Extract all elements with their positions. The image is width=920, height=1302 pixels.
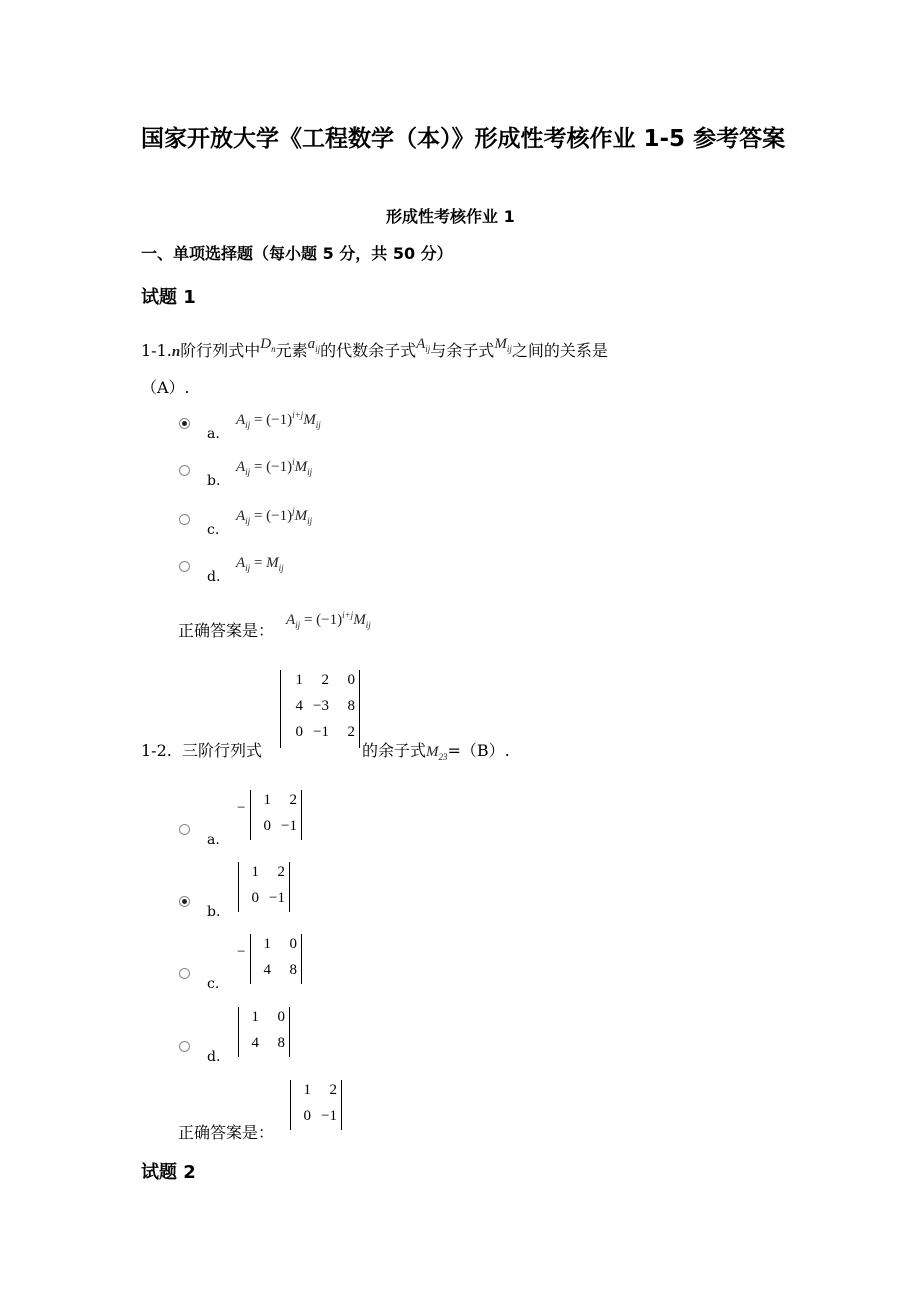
matrix-cell: 1 bbox=[251, 864, 259, 880]
q-text-segment: 的代数余子式 bbox=[320, 341, 417, 360]
matrix-cell: 8 bbox=[277, 1035, 285, 1051]
matrix-cell: 0 bbox=[251, 890, 259, 906]
matrix-cell: 0 bbox=[289, 936, 297, 952]
option-label: b. bbox=[207, 904, 221, 920]
option-radio-a[interactable] bbox=[179, 824, 190, 835]
section-heading: 一、单项选择题（每小题 5 分，共 50 分） bbox=[141, 244, 453, 263]
matrix-cell: 2 bbox=[329, 1082, 337, 1098]
option-radio-d[interactable] bbox=[179, 561, 190, 572]
option-determinant bbox=[250, 934, 302, 984]
matrix-cell: 1 bbox=[263, 936, 271, 952]
matrix-cell: 0 bbox=[277, 1009, 285, 1025]
correct-answer-determinant bbox=[290, 1080, 342, 1130]
m23-symbol: $M_{23}$ bbox=[426, 744, 448, 762]
matrix-cell: −1 bbox=[269, 890, 285, 906]
section-subtitle: 形成性考核作业 1 bbox=[386, 207, 515, 226]
option-formula: $A_{ij} = (-1)^{i+j}M_{ij}$ bbox=[236, 410, 321, 430]
option-determinant bbox=[250, 790, 302, 840]
option-label: d. bbox=[207, 569, 221, 585]
q-text-segment: 之间的关系是 bbox=[511, 341, 608, 360]
question-heading-2: 试题 2 bbox=[141, 1162, 196, 1183]
aij-cofactor-symbol: $A_{ij}$ bbox=[416, 336, 431, 354]
question-1-1-answer-letter: （A）. bbox=[141, 378, 190, 397]
q-text-segment: 阶行列式中 bbox=[180, 341, 261, 360]
option-label: d. bbox=[207, 1049, 221, 1065]
correct-answer-formula: $A_{ij} = (-1)^{i+j}M_{ij}$ bbox=[286, 610, 371, 630]
matrix-cell: 1 bbox=[295, 672, 303, 688]
option-formula: $A_{ij} = (-1)^iM_{ij}$ bbox=[236, 457, 313, 477]
matrix-cell: 4 bbox=[295, 698, 303, 714]
dn-symbol: $D_n$ bbox=[260, 336, 276, 354]
option-label: c. bbox=[207, 522, 220, 538]
option-determinant bbox=[238, 1007, 290, 1057]
matrix-cell: 8 bbox=[347, 698, 355, 714]
correct-answer-label-2: 正确答案是： bbox=[178, 1123, 275, 1142]
correct-answer-label: 正确答案是： bbox=[178, 621, 275, 640]
question-number: 1-1. bbox=[141, 341, 172, 360]
matrix-cell: 0 bbox=[263, 818, 271, 834]
option-radio-a[interactable] bbox=[179, 418, 190, 429]
matrix-cell: 0 bbox=[347, 672, 355, 688]
matrix-cell: 4 bbox=[251, 1035, 259, 1051]
question-1-2-prefix: 1-2. 三阶行列式 bbox=[141, 741, 263, 760]
matrix-cell: 2 bbox=[347, 724, 355, 740]
option-determinant bbox=[238, 862, 290, 912]
question-heading-1: 试题 1 bbox=[141, 287, 196, 308]
matrix-cell: 1 bbox=[303, 1082, 311, 1098]
q-text-segment: 与余子式 bbox=[430, 341, 495, 360]
question-1-1-text bbox=[141, 338, 608, 362]
matrix-cell: −3 bbox=[313, 698, 329, 714]
matrix-cell: −1 bbox=[313, 724, 329, 740]
matrix-cell: 0 bbox=[303, 1108, 311, 1124]
negative-sign: − bbox=[237, 800, 246, 816]
option-label: a. bbox=[207, 426, 220, 442]
option-formula: $A_{ij} = (-1)^jM_{ij}$ bbox=[236, 506, 313, 526]
mij-symbol: $M_{ij}$ bbox=[494, 336, 512, 354]
option-label: a. bbox=[207, 832, 220, 848]
option-radio-d[interactable] bbox=[179, 1041, 190, 1052]
page-title: 国家开放大学《工程数学（本）》形成性考核作业 1-5 参考答案 bbox=[141, 126, 786, 152]
option-label: b. bbox=[207, 473, 221, 489]
question-1-2-suffix: 的余子式$M_{23}=(B)$. bbox=[362, 741, 510, 762]
matrix-cell: 1 bbox=[251, 1009, 259, 1025]
option-radio-c[interactable] bbox=[179, 968, 190, 979]
matrix-cell: 8 bbox=[289, 962, 297, 978]
matrix-cell: −1 bbox=[281, 818, 297, 834]
matrix-cell: −1 bbox=[321, 1108, 337, 1124]
option-radio-b[interactable] bbox=[179, 896, 190, 907]
q-text-segment: 元素 bbox=[275, 341, 308, 360]
matrix-cell: 2 bbox=[321, 672, 329, 688]
negative-sign: − bbox=[237, 944, 246, 960]
aij-symbol: $a_{ij}$ bbox=[307, 336, 321, 354]
matrix-cell: 4 bbox=[263, 962, 271, 978]
option-label: c. bbox=[207, 976, 220, 992]
option-radio-b[interactable] bbox=[179, 465, 190, 476]
option-radio-c[interactable] bbox=[179, 514, 190, 525]
matrix-cell: 2 bbox=[289, 792, 297, 808]
matrix-cell: 1 bbox=[263, 792, 271, 808]
matrix-cell: 0 bbox=[295, 724, 303, 740]
n-variable: n bbox=[171, 344, 181, 360]
option-formula: $A_{ij} = M_{ij}$ bbox=[236, 555, 284, 573]
determinant-3x3 bbox=[280, 670, 360, 748]
matrix-cell: 2 bbox=[277, 864, 285, 880]
